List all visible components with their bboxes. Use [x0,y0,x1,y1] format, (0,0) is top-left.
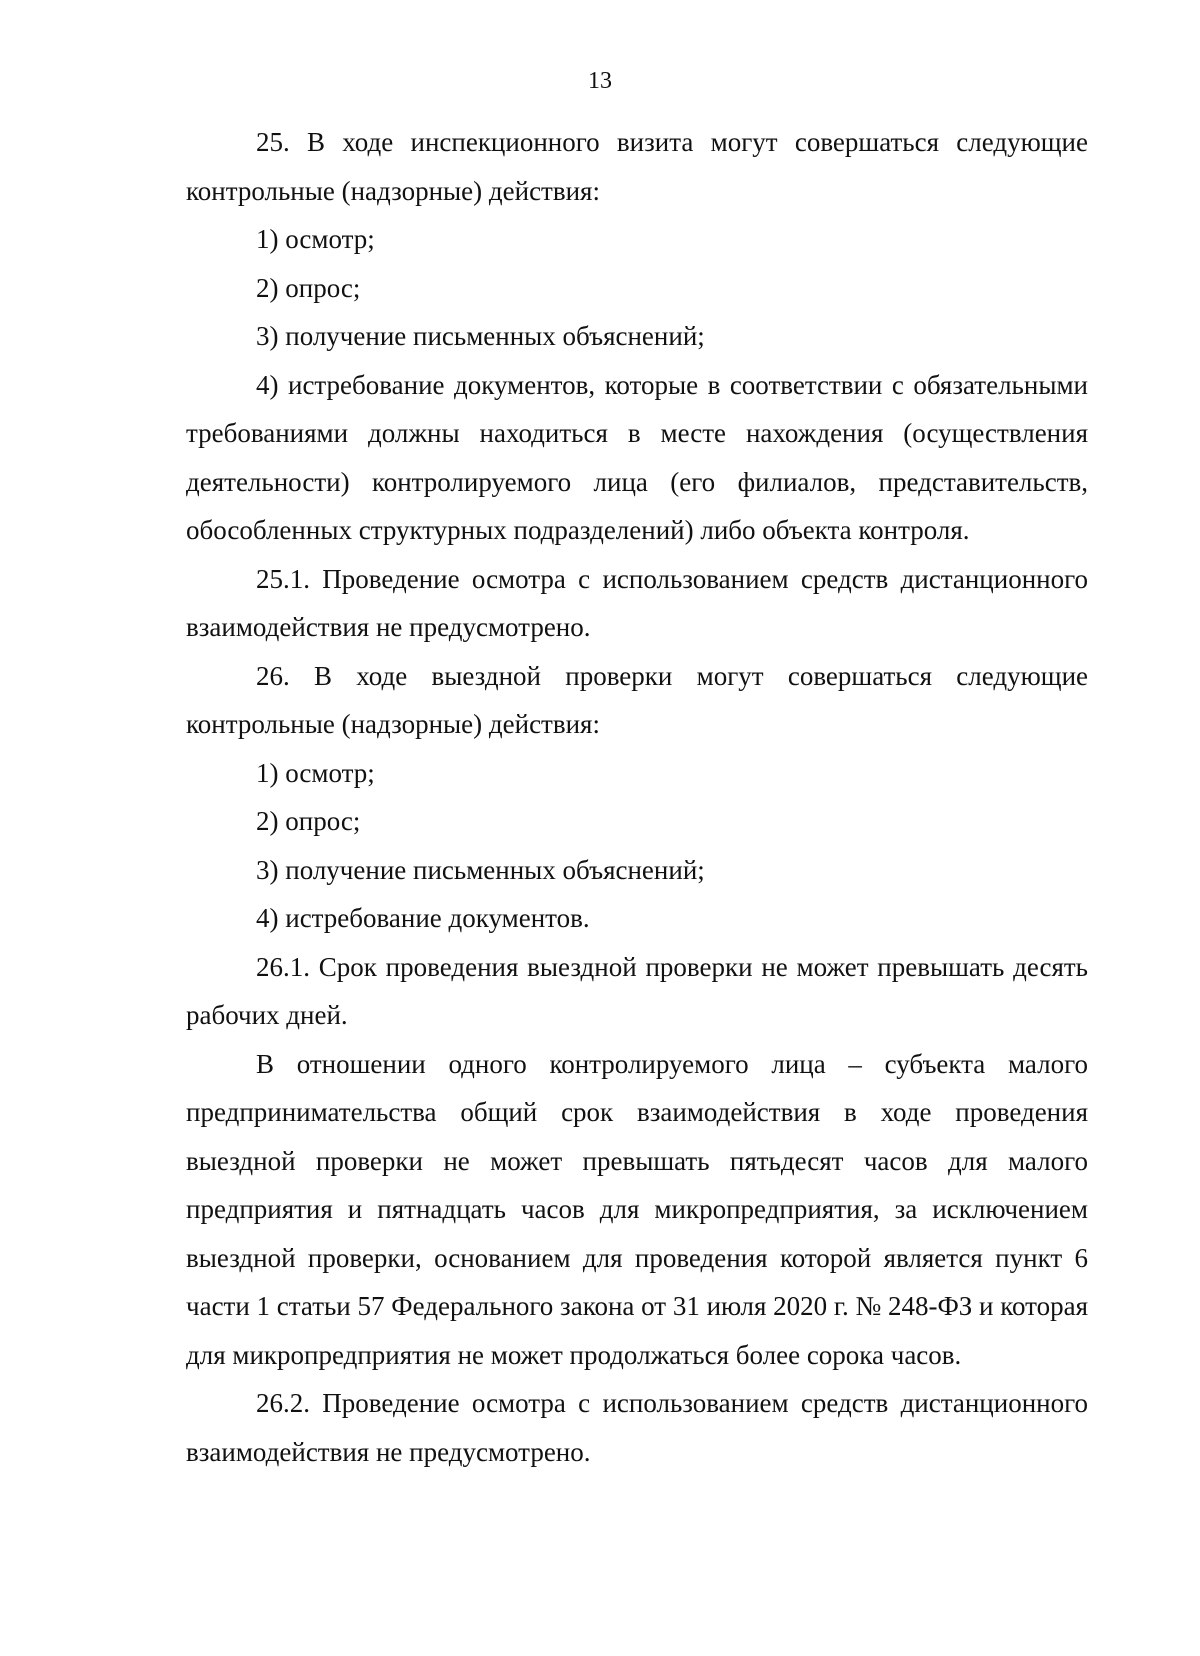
list-item: 2) опрос; [256,806,361,836]
paragraph-25-1: 25.1. Проведение осмотра с использованием средств дистанционного взаимодействия не предусмотрено. [186,563,1088,642]
page-number: 13 [588,68,612,94]
document-body [186,118,1088,1476]
list-item: 2) опрос; [256,272,361,303]
paragraph-26-1-detail: В отношении одного контролируемого лица – субъекта малого предпринимательства общий срок взаимодействия в ходе проведения выездной проверки не может превышать пятьдесят часов для малого предприятия и пятнадцать часов для микропредприятия, за исключением выездной проверки, основанием для проведения которой является пункт 6 части 1 статьи 57 Федерального закона от 31 июля 2020 г. № 248-ФЗ и которая для микропредприятия не может продолжаться более сорока часов. [186,1048,1088,1370]
list-item: 4) истребование документов. [256,903,590,933]
list-item: 3) получение письменных объяснений; [256,321,705,351]
list-item: 1) осмотр; [256,757,375,788]
paragraph-26-2: 26.2. Проведение осмотра с использованием средств дистанционного взаимодействия не предусмотрено. [186,1388,1088,1467]
list-item: 3) получение письменных объяснений; [256,854,705,885]
list-item: 4) истребование документов, которые в соответствии с обязательными требованиями должны находиться в месте нахождения (осуществления деятельности) контролируемого лица (его филиалов, представительств, обособленных структурных подразделений) либо объекта контроля. [186,369,1088,545]
paragraph-26-1: 26.1. Срок проведения выездной проверки не может превышать десять рабочих дней. [186,951,1088,1030]
paragraph-25: 25. В ходе инспекционного визита могут совершаться следующие контрольные (надзорные) действия: [186,127,1088,206]
paragraph-26: 26. В ходе выездной проверки могут совершаться следующие контрольные (надзорные) действия: [186,660,1088,739]
list-item: 1) осмотр; [256,224,375,254]
